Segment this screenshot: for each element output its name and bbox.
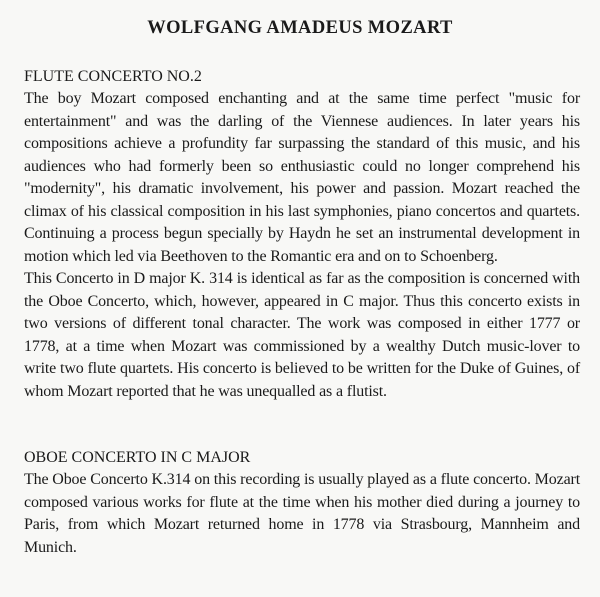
section-paragraph: The boy Mozart composed enchanting and at the same time perfect "music for entertainment" and was the darling of the Viennese audiences. In later years his compositions achieve a profundity far surpassing the standard of this music, and his audiences who had formerly been so enthusiastic could no longer comprehend his "modernity", his dramatic involvement, his power and passion. Mozart reached the climax of his classical composition in his last symphonies, piano concertos and quartets. Continuing a process begun specially by Haydn he set an instrumental development in motion which led via Beethoven to the Romantic era and on to Schoenberg. [24, 90, 580, 265]
section-paragraph: The Oboe Concerto K.314 on this recording is usually played as a flute concerto. Mozart composed various works for flute at the time when his mother died during a journey to Paris, from which Mozart returned home in 1778 via Strasbourg, Mannheim and Munich. [24, 471, 580, 556]
page-title: WOLFGANG AMADEUS MOZART [147, 18, 453, 38]
section-flute-concerto [24, 66, 580, 403]
section-heading: OBOE CONCERTO IN C MAJOR [24, 449, 251, 466]
section-oboe-concerto [24, 447, 580, 559]
section-paragraph: This Concerto in D major K. 314 is identical as far as the composition is concerned with the Oboe Concerto, which, however, appeared in C major. Thus this concerto exists in two versions of different tonal character. The work was composed in either 1777 or 1778, at a time when Mozart was commissioned by a wealthy Dutch music-lover to write two flute quartets. His concerto is believed to be written for the Duke of Guines, of whom Mozart reported that he was unequalled as a flutist. [24, 270, 580, 400]
section-heading: FLUTE CONCERTO NO.2 [24, 68, 202, 85]
